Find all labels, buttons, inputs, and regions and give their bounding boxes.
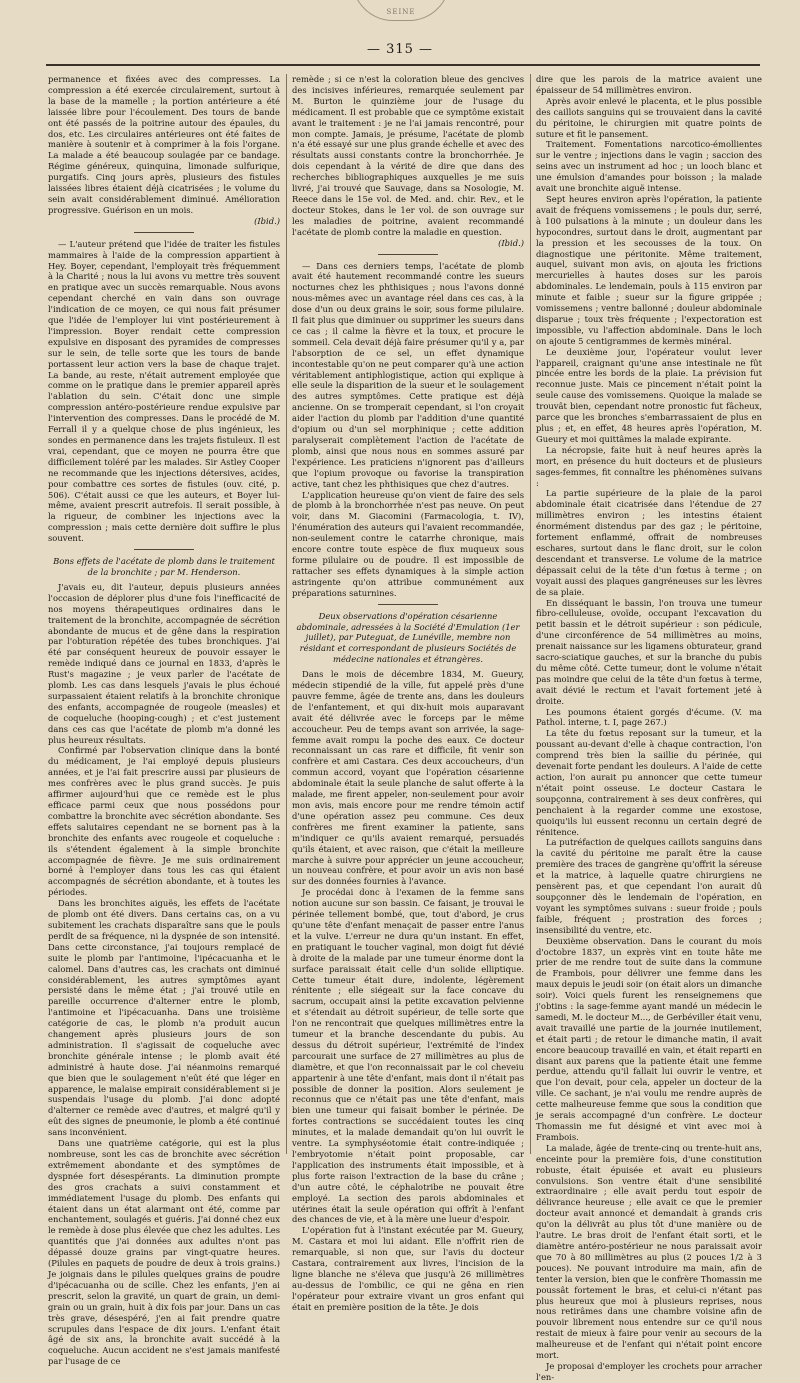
paragraph: Après avoir enlevé le placenta, et le plus possible des caillots sanguins qui se trouvaient dans la cavité du péritoine, le chirurgien mit quatre points de suture et fit le pansement.	[536, 95, 762, 139]
article-heading: Bons effets de l'acétate de plomb dans le traitement de la bronchite ; par M. Henderson.	[53, 556, 275, 577]
source-citation: (Ibid.)	[254, 215, 280, 226]
column-1	[48, 74, 280, 1367]
source-citation: (Ibid.)	[498, 237, 524, 248]
section-separator	[134, 232, 194, 233]
paragraph: Le deuxième jour, l'opérateur voulut lever l'appareil, craignant qu'une anse intestinale ne fût pincée entre les bords de la plaie. La prévision fut reconnue juste. Mais ce pincement n'était point la seule cause des vomissemens. Quoique la malade se trouvât bien, cependant notre pronostic fut fâcheux, parce que les bronches s'embarrassaient de plus en plus ; et, en effet, 48 heures après l'opération, M. Gueury et moi quittâmes la malade expirante.	[536, 346, 762, 444]
column-divider	[530, 74, 531, 1154]
paragraph: Deuxième observation. Dans le courant du mois d'octobre 1837, un exprès vint en toute hâte me prier de me rendre tout de suite dans la commune de Frambois, pour délivrer une femme dans les maux depuis le jeudi soir (on était alors un dimanche soir). Voici quels furent les renseignemens que j'obtins : la sage-femme ayant mandé un médecin le samedi, M. le docteur M..., de Gerbéviller était venu, avait travaillé une partie de la journée inutilement, et était parti ; de retour le dimanche matin, il avait encore beaucoup travaillé en vain, et était reparti en disant aux parens que la patiente était une femme perdue, attendu qu'il fallait lui ouvrir le ventre, et que l'on devait, pour cela, appeler un docteur de la ville. Ce sachant, je n'ai voulu me rendre auprès de cette malheureuse femme que sous la condition que je serais accompagné d'un confrère. Le docteur Thomassin me fut désigné et vint avec moi à Frambois.	[536, 935, 762, 1142]
paragraph: Dans le mois de décembre 1834, M. Gueury, médecin stipendié de la ville, fut appelé près d'une pauvre femme, âgée de trente ans, dans les douleurs de l'enfantement, et qui dix-huit mois auparavant avait été délivrée avec le forceps par le même accoucheur. Peu de temps avant son arrivée, la sage-femme avait rompu la poche des eaux. Ce docteur reconnaissant un cas rare et difficile, fit venir son confrère et ami Castara. Ces deux accoucheurs, d'un commun accord, voyant que l'opération césarienne abdominale était la seule planche de salut offerte à la malade, me firent appeler, non-seulement pour avoir mon avis, mais encore pour me rendre témoin actif d'une opération assez peu commune. Ces deux confrères me firent examiner la patiente, sans m'indiquer ce qu'ils avaient remarqué, persuadés qu'ils étaient, et avec raison, que c'était la meilleure marche à suivre pour apprécier un jeune accoucheur, un nouveau confrère, et pour avoir un avis non basé sur des données fournies à l'avance.	[292, 669, 524, 887]
page-number: — 315 —	[366, 42, 434, 57]
column-divider	[286, 74, 287, 1154]
paragraph: Sept heures environ après l'opération, la patiente avait de fréquens vomissemens ; le pouls dur, serré, à 100 pulsations à la minute ; un douleur dans les hypocondres, surtout dans le droit, augmentant par la pression et les secousses de la toux. On diagnostique une péritonite. Même traitement, auquel, suivant mon avis, on ajouta les frictions mercurielles à hautes doses sur les parois abdominales. Le lendemain, pouls à 115 environ par minute et faible ; sueur sur la figure grippée ; vomissemens ; ventre ballonné ; douleur abdominale disparue ; toux très fréquente ; l'expectoration est impossible, vu l'affection abdominale. Dans le loch on ajoute 5 centigrammes de kermès minéral.	[536, 193, 762, 346]
paragraph: Je proposai d'employer les crochets pour arracher l'en-	[536, 1360, 762, 1382]
paragraph: Je procédai donc à l'examen de la femme sans notion aucune sur son bassin. Ce faisant, je trouvai le périnée tellement bombé, que, tout d'abord, je crus qu'une tête d'enfant menaçait de passer entre l'anus et la vulve. L'erreur ne dura qu'un instant. En effet, en pratiquant le toucher vaginal, mon doigt fut dévié à droite de la malade par une tumeur énorme dont la surface paraissait était celle d'un solide elliptique. Cette tumeur était dure, indolente, légèrement rénitente ; elle siégeait sur la face concave du sacrum, occupait ainsi la petite excavation pelvienne et s'étendait au détroit supérieur, de telle sorte que l'on ne rencontrait que quelques millimètres entre la tumeur et la branche descendante du pubis. Au dessus du détroit supérieur, l'extrémité de l'index parcourait une surface de 27 millimètres au plus de diamètre, et que l'on reconnaissait par le col cheveiu appartenir à une tête d'enfant, mais dont il n'était pas possible de donner la position. Alors seulement je reconnus que ce n'était pas une tête d'enfant, mais bien une tumeur qui faisait bomber le périnée. De fortes contractions se succédaient toutes les cinq minutes, et la malade demandait qu'on lui ouvrît le ventre. La symphyséotomie était contre-indiquée ; l'embryotomie n'était point proposable, car l'application des instruments était impossible, et à plus forte raison l'extraction de la base du crâne ; d'un autre côté, le céphalotribe ne pouvait être employé. La section des parois abdominales et utérines était la seule opération qui offrît à l'enfant des chances de vie, et à la mère une lueur d'espoir.	[292, 887, 524, 1225]
stamp-text: SEINE	[386, 8, 416, 16]
paragraph: La malade, âgée de trente-cinq ou trente-huit ans, enceinte pour la première fois, d'une constitution robuste, était épuisée et avait eu plusieurs convulsions. Son ventre était d'une sensibilité extraordinaire ; elle avait perdu tout espoir de délivrance heureuse ; elle avait ce que le premier docteur avait annoncé et demandait à grands cris qu'on la délivrât au plus tôt d'une manière ou de l'autre. Le bras droit de l'enfant était sorti, et le diamètre antéro-postérieur ne nous paraissait avoir que 70 à 80 millimètres au plus (2 pouces 1/2 à 3 pouces). Ne pouvant introduire ma main, afin de tenter la version, bien que le confrère Thomassin me poussât fortement le bras, et celui-ci n'étant pas plus heureux que moi à plusieurs reprises, nous nous retirâmes dans une chambre voisine afin de pouvoir librement nous entendre sur ce qu'il nous restait de mieux à faire pour venir au secours de la malheureuse et de l'enfant qui n'était point encore mort.	[536, 1142, 762, 1361]
paragraph: L'opération fut à l'instant exécutée par M. Gueury, M. Castara et moi lui aidant. Elle n'offrit rien de remarquable, si non que, sur l'avis du docteur Castara, contrairement aux livres, l'incision de la ligne blanche ne s'éleva que jusqu'à 26 millimètres au-dessus de l'ombilic, ce qui ne gêna en rien l'opérateur pour extraire vivant un gros enfant qui était en première position de la tête. Je dois	[292, 1225, 524, 1312]
paragraph: La putréfaction de quelques caillots sanguins dans la cavité du péritoine me paraît être la cause première des traces de gangrène qu'offrit la séreuse et la matrice, à laquelle quatre chirurgiens ne pensèrent pas, et que cependant l'on aurait dû soupçonner dès le lendemain de l'opération, en voyant les symptômes suivans : sueur froide ; pouls faible, fréquent ; prostration des forces ; insensibilité du ventre, etc.	[536, 837, 762, 935]
paragraph: Confirmé par l'observation clinique dans la bonté du médicament, je l'ai employé depuis plusieurs années, et je l'ai fait prescrire aussi par plusieurs de mes confrères avec le plus grand succès. Je puis affirmer aujourd'hui que ce remède est le plus efficace parmi ceux que nous possédons pour combattre la bronchite avec sécrétion abondante. Ses effets salutaires cependant ne se bornent pas à la bronchite des enfants avec rougeole et coqueluche : ils s'étendent également à la simple bronchite accompagnée de fièvre. Je me suis ordinairement borné à l'employer dans tous les cas qui étaient accompagnés de sécrétion abondante, et à toutes les périodes.	[48, 745, 280, 898]
section-separator	[378, 604, 438, 605]
paragraph: Dans une quatrième catégorie, qui est la plus nombreuse, sont les cas de bronchite avec sécrétion extrêmement abondante et des symptômes de dyspnée fort désespérants. La diminution prompte des gros crachats a suivi constamment et immédiatement l'usage du plomb. Des enfants qui étaient dans un état alarmant ont été, comme par enchantement, soulagés et guéris. J'ai donné chez eux le remède à dose plus élevée que chez les adultes. Les quantités que j'ai données aux adultes n'ont pas dépassé douze grains par vingt-quatre heures. (Pilules en paquets de poudre de deux à trois grains.) Je joignais dans le pilules quelques grains de poudre d'ipécacuanha ou de scille. Chez les enfants, j'en ai prescrit, selon la gravité, un quart de grain, un demi-grain ou un grain, huit à dix fois par jour. Dans un cas très grave, désespéré, j'en ai fait prendre quatre scrupules dans l'espace de dix jours. L'enfant était âgé de six ans, la bronchite avait succédé à la coqueluche. Aucun accident ne s'est jamais manifesté par l'usage de ce	[48, 1138, 280, 1367]
paragraph: En disséquant le bassin, l'on trouva une tumeur fibro-celluleuse, ovoïde, occupant l'excavation du petit bassin et le détroit supérieur : son pédicule, d'une circonférence de 54 millimètres au moins, prenait naissance sur les ligamens obturateur, grand sacro-sciatique gauches, et sur la branche du pubis du même côté. Cette tumeur, dont le volume n'était pas moindre que celui de la tête d'un fœtus à terme, avait dévié le rectum et l'avait fortement jeté à droite.	[536, 597, 762, 706]
section-separator	[134, 549, 194, 550]
column-2	[292, 74, 524, 1312]
paragraph: La nécropsie, faite huit à neuf heures après la mort, en présence du huit docteurs et de plusieurs sages-femmes, fit connaître les phénomènes suivans :	[536, 444, 762, 488]
paragraph: Traitement. Fomentations narcotico-émollientes sur le ventre ; injections dans le vagin ; saccion des seins avec un instrument ad hoc ; un looch blanc et une émulsion d'amandes pour boisson ; la malade avait une bronchite aiguë intense.	[536, 139, 762, 194]
section-separator	[378, 254, 438, 255]
paragraph: Les poumons étaient gorgés d'écume. (V. ma Pathol. interne, t. I, page 267.)	[536, 706, 762, 728]
header-rule	[46, 64, 760, 66]
library-stamp	[352, 0, 450, 21]
paragraph: La tête du fœtus reposant sur la tumeur, et la poussant au-devant d'elle à chaque contraction, l'on comprend très bien la saillie du périnée, qui devenait forte pendant les douleurs. A l'aide de cette action, l'on aurait pu annoncer que cette tumeur n'était point osseuse. Le docteur Castara le soupçonna, contrairement à ses deux confrères, qui penchaient à la regarder comme une exostose, quoiqu'ils lui eussent reconnu un certain degré de rénitence.	[536, 728, 762, 837]
paragraph: L'application heureuse qu'on vient de faire des sels de plomb à la bronchorrhée n'est pas neuve. On peut voir, dans M. Giacomini (Farmacologia, t. IV), l'énumération des auteurs qui l'avaient recommandée, non-seulement contre le catarrhe chronique, mais encore contre toute espèce de flux muqueux sous forme pilulaire ou de poudre. Il est impossible de rattacher ses effets dynamiques à la simple action astringente qu'on attribue communément aux préparations saturnines.	[292, 489, 524, 598]
article-heading: Deux observations d'opération césarienne abdominale, adressées à la Société d'Emulation (1er juillet), par Puteguat, de Lunéville, membre non résidant et correspondant de plusieurs Sociétés de médecine nationales et étrangères.	[296, 610, 520, 665]
paragraph: — Dans ces derniers temps, l'acétate de plomb avait été hautement recommandé contre les sueurs nocturnes chez les phthisiques ; nous l'avons donné nous-mêmes avec un avantage réel dans ces cas, à la dose d'un ou deux grains le soir, sous forme pilulaire. Il fait plus que diminuer ou supprimer les sueurs dans ce cas ; il calme la fièvre et la toux, et procure le sommeil. Cela devait déjà faire présumer qu'il y a, par l'absorption de ce sel, un effet dynamique incontestable qu'on ne peut comparer qu'à une action véritablement antiphlogistique, action qui explique à elle seule la disparition de la sueur et le soulagement des autres symptômes. Cette pratique est déjà ancienne. On se tromperait cependant, si l'on croyait aider l'action du plomb par l'addition d'une quantité d'opium ou d'un sel morphinique ; cette addition paralyserait complètement l'action de l'acétate de plomb, ainsi que nous nous en sommes assuré par l'expérience. Les praticiens n'ignorent pas d'ailleurs que l'opium provoque ou favorise la transpiration active, tant chez les phthisiques que chez d'autres.	[292, 260, 524, 489]
paragraph: — L'auteur prétend que l'idée de traiter les fistules mammaires à l'aide de la compression appartient à Hey. Boyer, cependant, l'employait très fréquemment à la Charité ; nous la lui avons vu mettre très souvent en pratique avec un succès remarquable. Nous avons cependant cherché en vain dans son ouvrage l'indication de ce moyen, ce qui nous fait présumer que l'idée de l'employer lui vint postérieurement à l'impression. Boyer rendait cette compression expulsive en disposant des pyramides de compresses sur le sein, de telle sorte que les tours de bande portassent leur action vers la base de chaque trajet. La bande, au reste, n'était autrement employée que comme on le pratique dans le premier appareil après l'ablation du sein. C'était donc une simple compression antéro-postérieure rendue expulsive par l'intervention des compresses. Dans le procédé de M. Ferrall il y a quelque chose de plus ingénieux, les sondes en permanence dans les trajets fistuleux. Il est vrai, cependant, que ce moyen ne pourra être que difficilement toléré par les malades. Sir Astley Cooper ne recommande que les injections détersives, acides, pour combattre ces sortes de fistules (ouv. cité, p. 506). C'était aussi ce que les auteurs, et Boyer lui-même, avaient prescrit autrefois. Il serait possible, à la rigueur, de combiner les injections avec la compression ; mais cette dernière doit suffire le plus souvent.	[48, 238, 280, 544]
paragraph: La partie supérieure de la plaie de la paroi abdominale était cicatrisée dans l'étendue de 27 millimètres environ ; les intestins étaient énormément distendus par des gaz ; le péritoine, fortement enflammé, offrait de nombreuses eschares, surtout dans le flanc droit, sur le colon descendant et transverse. Le volume de la matrice dépassait celui de la tête d'un fœtus à terme ; on voyait aussi des plaques gangréneuses sur les lèvres de sa plaie.	[536, 488, 762, 597]
paragraph: remède ; si ce n'est la coloration bleue des gencives des incisives inférieures, remarquée seulement par M. Burton le quinzième jour de l'usage du médicament. Il est probable que ce symptôme existait avant le traitement : je ne l'ai jamais rencontré, pour mon compte. Jamais, je présume, l'acétate de plomb n'a été essayé sur une plus grande échelle et avec des résultats aussi constants contre la bronchorrhée. Je dois cependant à la vérité de dire que dans des recherches bibliographiques auxquelles je me suis livré, j'ai trouvé que Sauvage, dans sa Nosologie, M. Reece dans le 15e vol. de Med. and. chir. Rev., et le docteur Stokes, dans le 1er vol. de son ouvrage sur les maladies de poitrine, avaient recommandé l'acétate de plomb contre la maladie en question.	[292, 74, 524, 237]
paragraph: J'avais eu, dit l'auteur, depuis plusieurs années l'occasion de déplorer plus d'une fois l'inefficacité de nos moyens thérapeutiques ordinaires dans le traitement de la bronchite, accompagnée de sécrétion abondante de mucus et de gêne dans la respiration par l'obturation répétée des tubes bronchiques. J'ai été par conséquent heureux de pouvoir essayer le remède indiqué dans ce journal en 1833, d'après le Rust's magazine ; je veux parler de l'acétate de plomb. Les cas dans lesquels j'avais le plus échoué surpassaient étaient relatifs à la bronchite chronique des enfants, accompagnée de rougeole (measles) et de coqueluche (hooping-cough) ; et c'est justement dans ces cas que l'acétate de plomb m'a donné les plus heureux résultats.	[48, 581, 280, 745]
paragraph: dire que les parois de la matrice avaient une épaisseur de 54 millimètres environ.	[536, 74, 762, 95]
column-3	[536, 74, 762, 1382]
paragraph: Dans les bronchites aiguës, les effets de l'acétate de plomb ont été divers. Dans certains cas, on a vu subitement les crachats disparaître sans que le pouls perdît de sa fréquence, ni la dyspnée de son intensité. Dans cette circonstance, j'ai toujours remplacé de suite le plomb par l'antimoine, l'ipécacuanha et le calomel. Dans d'autres cas, les crachats ont diminué considérablement, les autres symptômes ayant persisté dans le même état ; j'ai trouvé utile en pareille occurrence d'alterner entre le plomb, l'antimoine et l'ipécacuanha. Dans une troisième catégorie de cas, le plomb n'a produit aucun changement après plusieurs jours de son administration. Il s'agissait de coqueluche avec bronchite générale intense ; le plomb avait été administré à haute dose. J'ai néanmoins remarqué que bien que le soulagement n'eût été que léger en apparence, le malaise empirait considérablement si je suspendais l'usage du plomb. J'ai donc adopté d'alterner ce remède avec d'autres, et malgré qu'il y eût des signes de pneumonie, le plomb a été continué sans inconvénient.	[48, 898, 280, 1138]
paragraph: permanence et fixées avec des compresses. La compression a été exercée circulairement, surtout à la base de la mamelle ; la portion antérieure a été laissée libre pour l'écoulement. Des tours de bande ont été passés de la poitrine autour des épaules, du dos, etc. Les circulaires antérieures ont été faites de manière à soutenir et à comprimer à la fois l'organe. La malade a été beaucoup soulagée par ce bandage. Régime généreux, quinquina, limonade sulfurique, purgatifs. Cinq jours après, plusieurs des fistules laissées libres étaient déjà cicatrisées ; le volume du sein avait considérablement diminué. Amélioration progressive. Guérison en un mois.	[48, 74, 280, 215]
